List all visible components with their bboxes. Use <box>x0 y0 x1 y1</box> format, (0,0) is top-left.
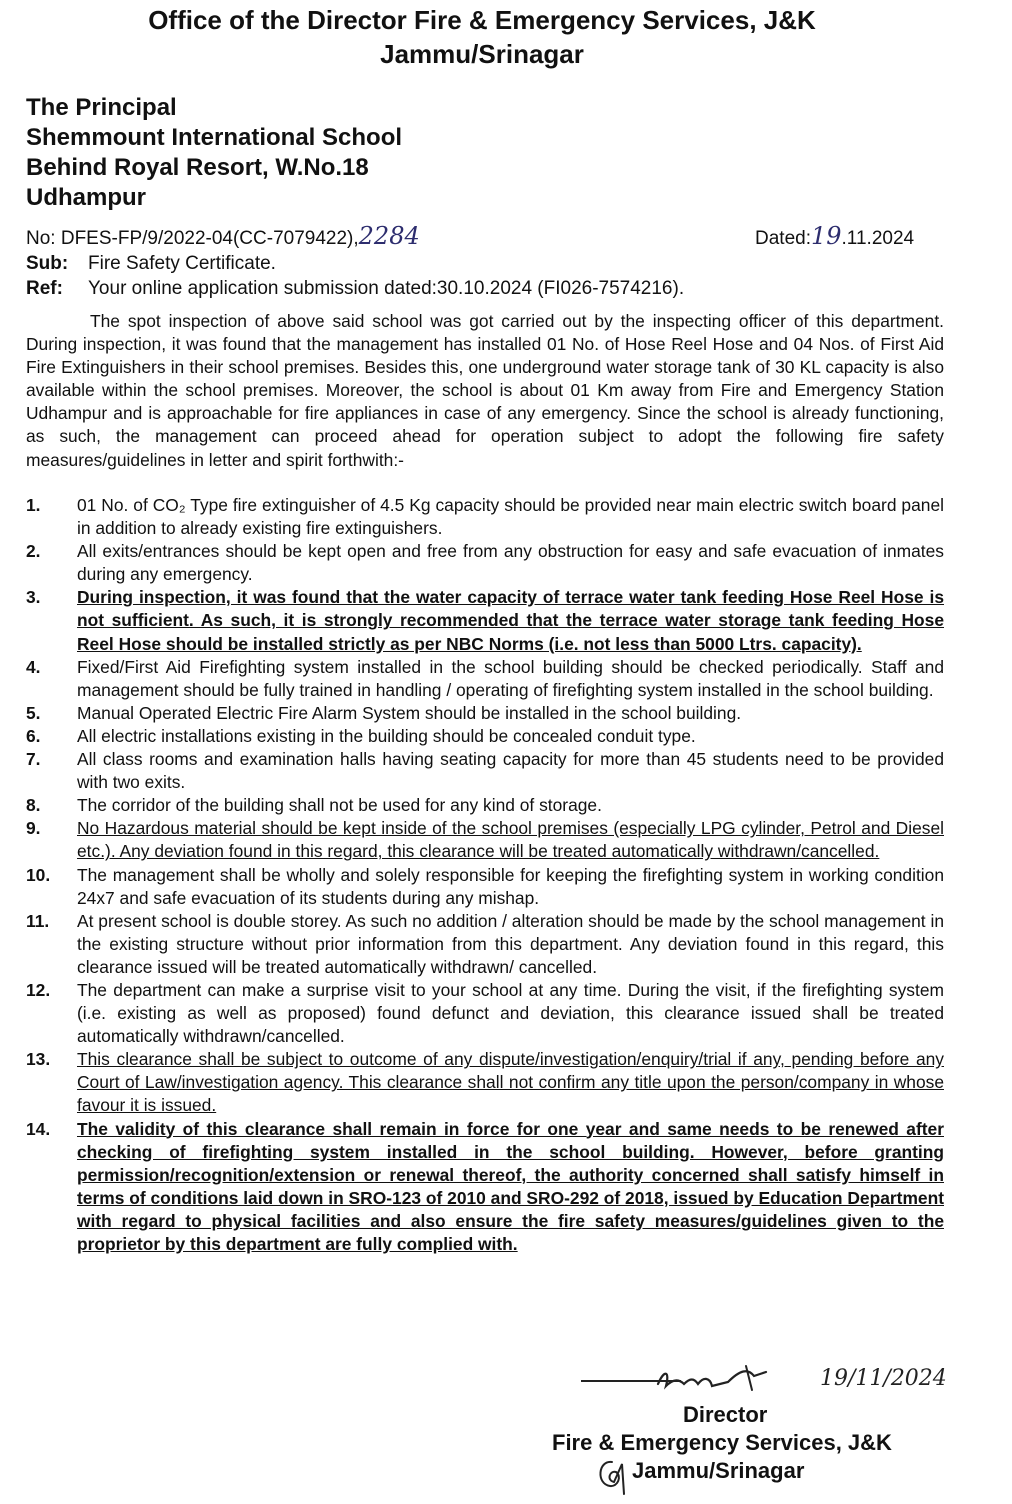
addressee-line: Behind Royal Resort, W.No.18 <box>26 154 369 181</box>
item-text: This clearance shall be subject to outcome of any dispute/investigation/enquiry/trial if any, pending before any Court of Law/investigation agency. This clearance shall not confirm any title upon the person/company in whose favour it is issued. <box>77 1049 944 1116</box>
handwritten-signature-date: 19/11/2024 <box>820 1366 947 1391</box>
list-item <box>26 656 944 702</box>
letter-date <box>755 222 914 250</box>
item-text: All electric installations existing in the building should be concealed conduit type. <box>77 725 696 746</box>
office-title: Office of the Director Fire & Emergency Services, J&K <box>148 5 816 35</box>
item-text: All class rooms and examination halls having seating capacity for more than 45 students need to be provided with two exits. <box>77 749 944 793</box>
list-item <box>26 725 944 748</box>
addressee-block <box>26 93 402 213</box>
list-item <box>26 1118 944 1257</box>
ref-label: Ref: <box>26 278 63 299</box>
item-number: 4. <box>26 656 41 677</box>
list-item <box>26 748 944 794</box>
ref-line <box>26 278 684 300</box>
list-item <box>26 586 944 655</box>
list-item <box>26 702 944 725</box>
list-item <box>26 817 944 863</box>
item-number: 9. <box>26 818 41 839</box>
item-text: Manual Operated Electric Fire Alarm System should be installed in the school building. <box>77 702 742 723</box>
list-item <box>26 1048 944 1117</box>
conditions-list <box>26 494 944 1256</box>
reference-number <box>26 222 420 250</box>
dated-rest: .11.2024 <box>841 228 915 249</box>
reference-number-label: No: DFES-FP/9/2022-04(CC-7079422), <box>26 228 359 249</box>
signatory-org: Fire & Emergency Services, J&K <box>552 1430 892 1455</box>
list-item <box>26 540 944 586</box>
item-number: 8. <box>26 795 41 816</box>
subject-label: Sub: <box>26 253 69 274</box>
list-item <box>26 494 944 540</box>
ref-text: Your online application submission dated:30.10.2024 (FI026-7574216). <box>88 278 685 299</box>
item-number: 5. <box>26 702 41 723</box>
item-text: During inspection, it was found that the water capacity of terrace water tank feeding Hose Reel Hose is not sufficient. As such, it is strongly recommended that the terrace water storage tank feeding Hose Reel Hose should be installed strictly as per NBC Norms (i.e. not less than 5000 Ltrs. capacity). <box>77 587 944 654</box>
item-text: The department can make a surprise visit to your school at any time. During the visit, if the firefighting system (i.e. existing as well as proposed) found defunct and deviation, this clearance issued shall be treated automatically withdrawn/cancelled. <box>77 979 944 1047</box>
item-text: 01 No. of CO₂ Type fire extinguisher of 4.5 Kg capacity should be provided near main electric switch board panel in addition to already existing fire extinguishers. <box>77 495 944 539</box>
item-number: 6. <box>26 725 41 746</box>
item-number: 7. <box>26 749 41 770</box>
addressee-line: The Principal <box>26 94 177 121</box>
list-item <box>26 979 944 1048</box>
signatory-location: Jammu/Srinagar <box>632 1458 805 1483</box>
item-text: All exits/entrances should be kept open and free from any obstruction for easy and safe evacuation of inmates during any emergency. <box>77 541 944 585</box>
item-number: 2. <box>26 541 41 562</box>
signatory-designation: Director <box>683 1402 768 1427</box>
item-number: 11. <box>26 910 50 931</box>
item-text: No Hazardous material should be kept inside of the school premises (especially LPG cylinder, Petrol and Diesel etc.). Any deviation found in this regard, this clearance will be treated automatically withdrawn/cancelled. <box>77 818 944 862</box>
item-number: 14. <box>26 1118 51 1139</box>
handwritten-day: 19 <box>810 222 842 250</box>
item-number: 10. <box>26 864 51 885</box>
item-text: The management shall be wholly and solely responsible for keeping the firefighting system in working condition 24x7 and safe evacuation of its students during any mishap. <box>77 864 944 908</box>
addressee-line: Shemmount International School <box>26 124 403 151</box>
item-number: 12. <box>26 979 51 1000</box>
list-item <box>26 864 944 910</box>
dated-label: Dated: <box>755 228 811 249</box>
item-text: The validity of this clearance shall remain in force for one year and same needs to be renewed after checking of firefighting system installed in the school building. However, before granting permission/recognition/extension or renewal thereof, the authority concerned shall satisfy himself in terms of conditions laid down in SRO-123 of 2010 and SRO-292 of 2018, issued by Education Department with regard to physical facilities and also ensure the fire safety measures/guidelines given to the proprietor by this department are fully complied with. <box>77 1118 944 1254</box>
item-text: At present school is double storey. As such no addition / alteration should be made by the school management in the existing structure without prior information from this department. Any deviation found in this regard, this clearance issued will be treated automatically withdrawn/ cancelled. <box>77 910 944 977</box>
item-text: The corridor of the building shall not be used for any kind of storage. <box>77 795 602 816</box>
intro-paragraph: The spot inspection of above said school was got carried out by the inspecting officer of this department. During inspection, it was found that the management has installed 01 No. of Hose Reel Hose and 04 Nos. of First Aid Fire Extinguishers in their school premises. Besides this, one underground water storage tank of 30 KL capacity is also available within the school premises. Moreover, the school is about 01 Km away from Fire and Emergency Station Udhampur and is approachable for fire appliances in case of any emergency. Since the school is already functioning, as such, the management can proceed ahead for operation subject to adopt the following fire safety measures/guidelines in letter and spirit forthwith:- <box>26 311 944 470</box>
item-number: 13. <box>26 1049 51 1070</box>
addressee-line: Udhampur <box>26 184 146 211</box>
subject-line <box>26 253 276 275</box>
signature-scribble-icon <box>650 1360 820 1400</box>
list-item <box>26 910 944 979</box>
list-item <box>26 794 944 817</box>
handwritten-dispatch-number: 2284 <box>358 222 420 250</box>
initials-scribble-icon <box>592 1454 634 1500</box>
subject-text: Fire Safety Certificate. <box>88 253 276 274</box>
item-text: Fixed/First Aid Firefighting system installed in the school building should be checked periodically. Staff and management should be fully trained in handling / operating of firefighting system installed in the school building. <box>77 656 944 700</box>
item-number: 1. <box>26 495 41 515</box>
office-location: Jammu/Srinagar <box>380 39 584 69</box>
item-number: 3. <box>26 587 41 608</box>
